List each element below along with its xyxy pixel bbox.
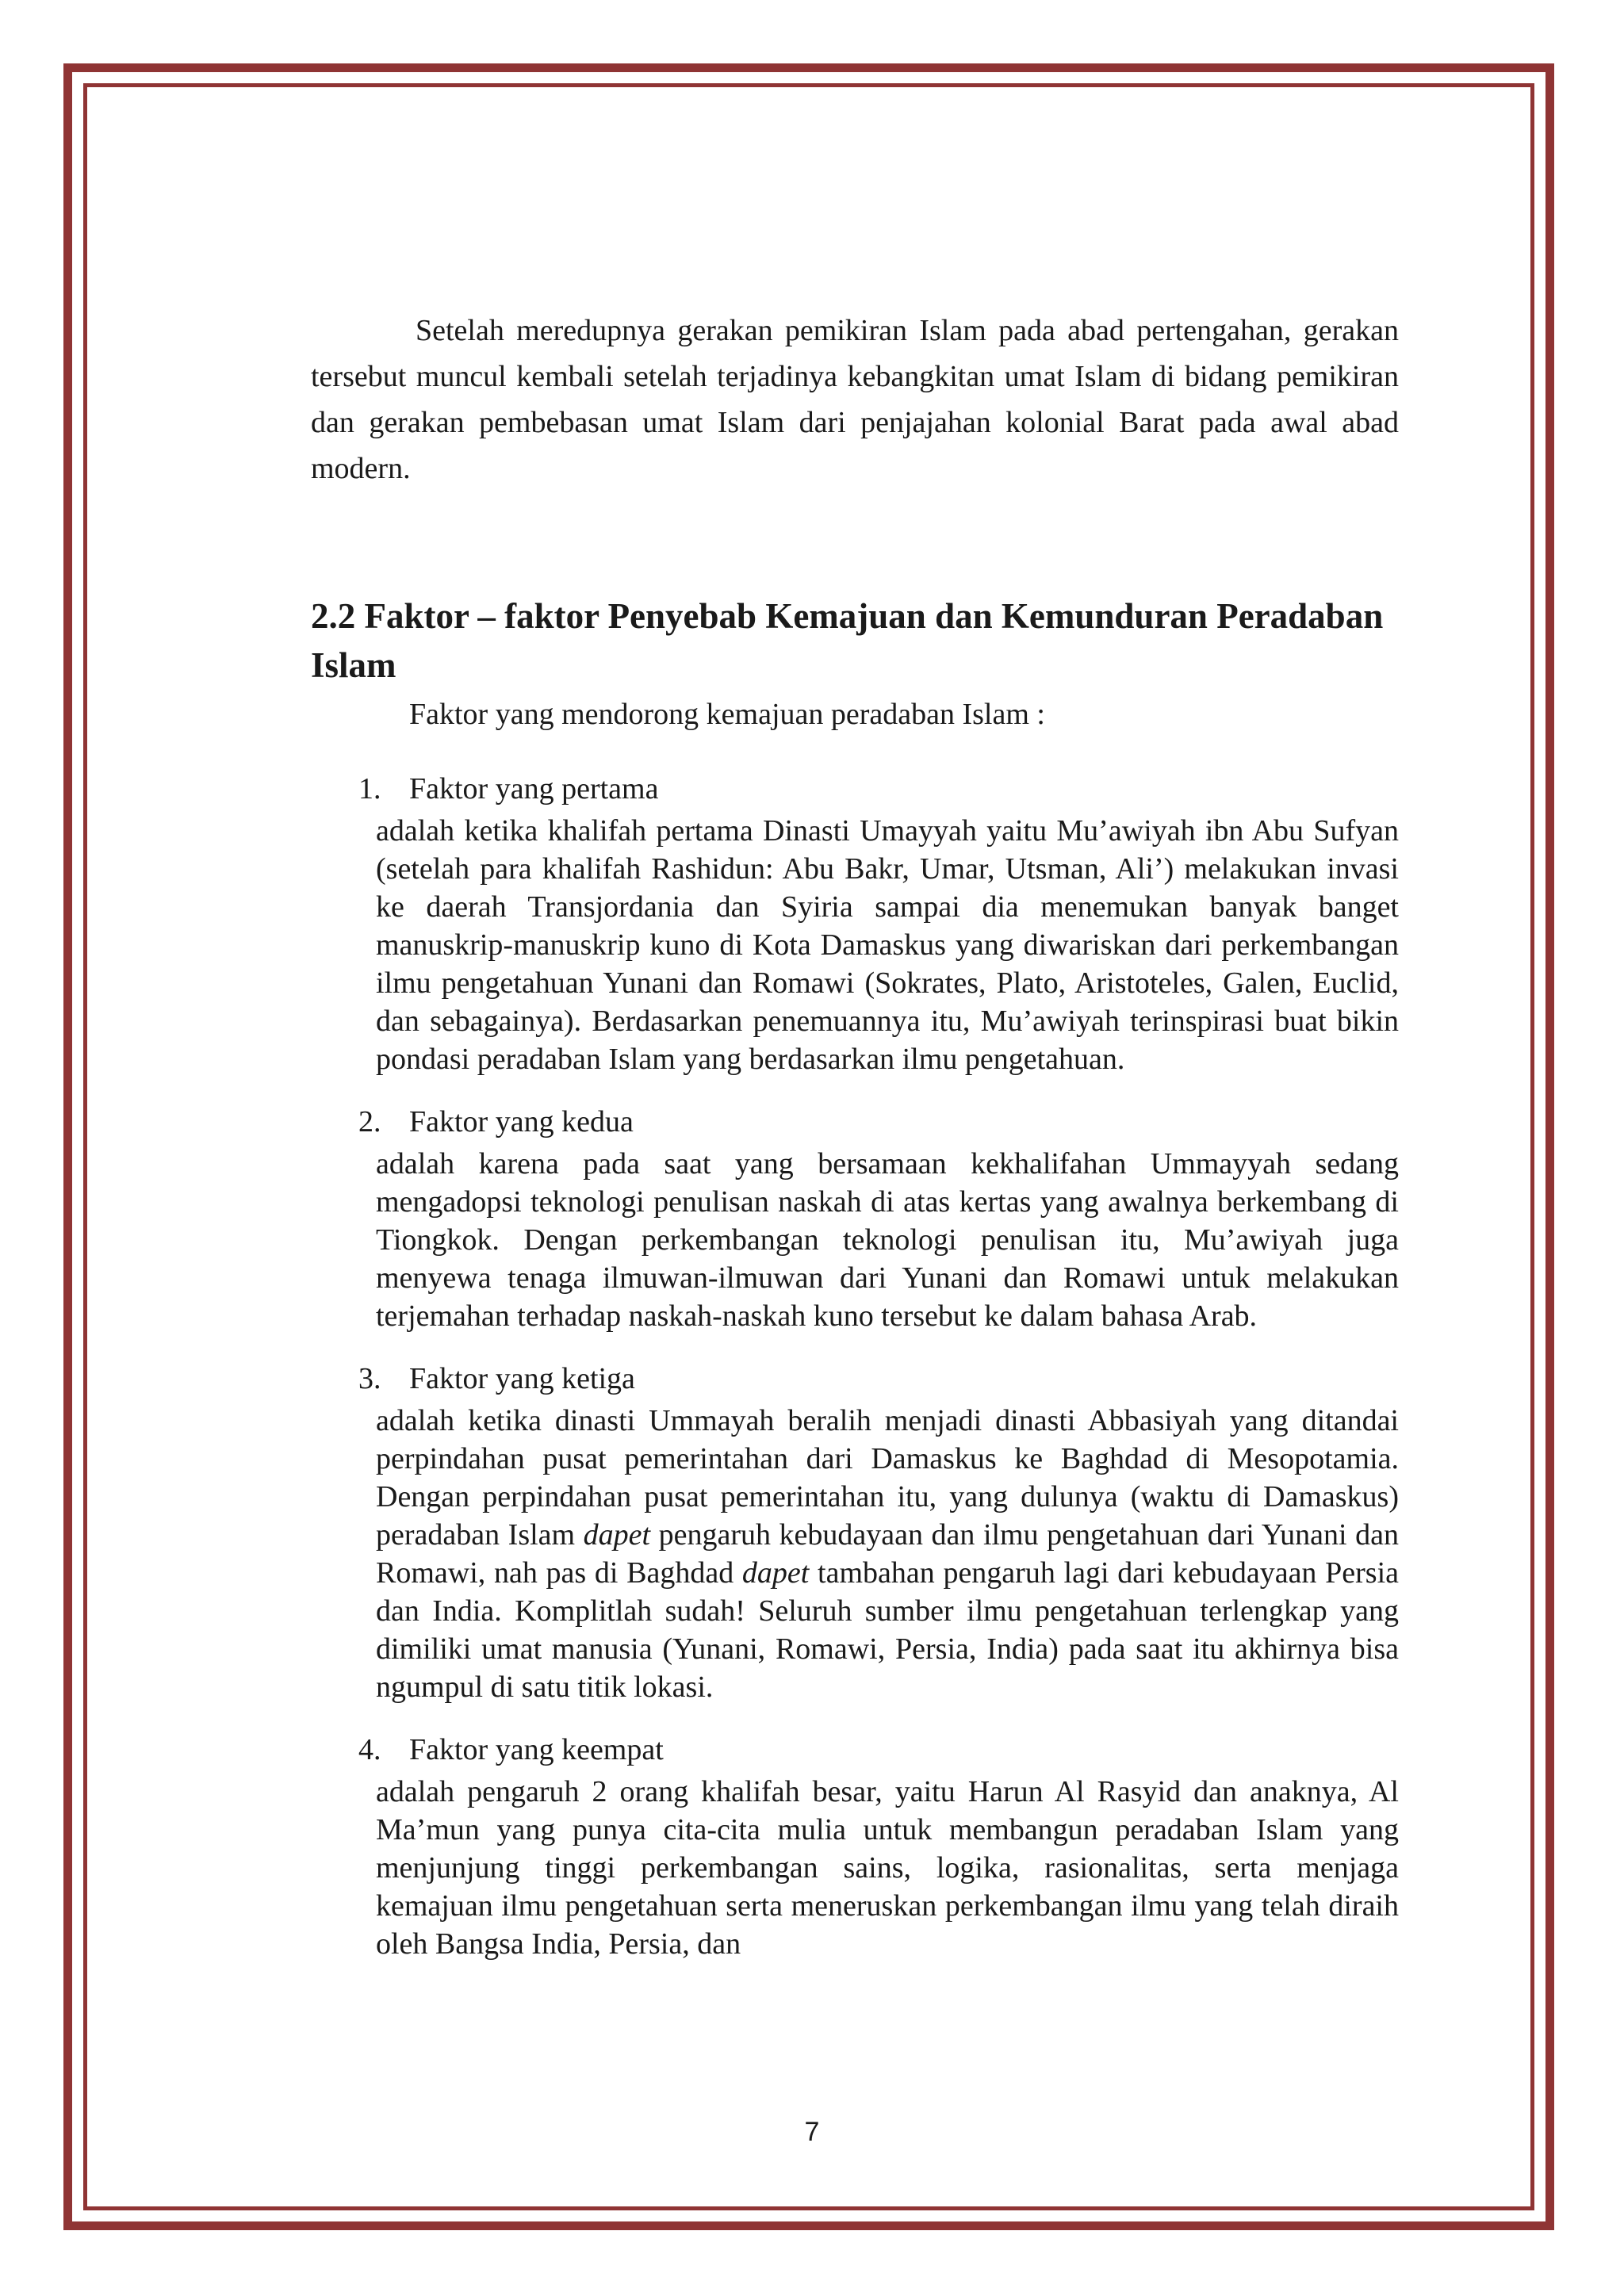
factor-title (358, 767, 1399, 810)
factor-text-italic: dapet (741, 1556, 810, 1590)
factor-number: 2. (358, 1105, 381, 1138)
factor-title (358, 1728, 1399, 1771)
intro-paragraph: Setelah meredupnya gerakan pemikiran Islam pada abad pertengahan, gerakan tersebut muncul kembali setelah terjadinya kebangkitan umat Islam di bidang pemikiran dan gerakan pembebasan umat Islam dari penjajahan kolonial Barat pada awal abad modern. (311, 314, 1399, 485)
factor-text: adalah karena pada saat yang bersamaan kekhalifahan Ummayyah sedang mengadopsi teknologi penulisan naskah di atas kertas yang awalnya berkembang di Tiongkok. Dengan perkembangan teknologi penulisan itu, Mu’awiyah juga menyewa tenaga ilmuwan-ilmuwan dari Yunani dan Romawi untuk melakukan terjemahan terhadap naskah-naskah kuno tersebut ke dalam bahasa Arab. (376, 1147, 1399, 1333)
factor-item-3 (311, 1357, 1399, 1706)
section-heading: 2.2 Faktor – faktor Penyebab Kemajuan dan Kemunduran Peradaban Islam (311, 596, 1384, 685)
factor-text: adalah pengaruh 2 orang khalifah besar, yaitu Harun Al Rasyid dan anaknya, Al Ma’mun yang punya cita-cita mulia untuk membangun peradaban Islam yang menjunjung tinggi perkembangan sains, logika, rasionalitas, serta menjaga kemajuan ilmu pengetahuan serta meneruskan perkembangan ilmu yang telah diraih oleh Bangsa India, Persia, dan (376, 1775, 1399, 1961)
factor-number: 1. (358, 772, 381, 806)
factor-text (376, 1402, 1399, 1706)
factor-text: adalah ketika khalifah pertama Dinasti Umayyah yaitu Mu’awiyah ibn Abu Sufyan (setelah para khalifah Rashidun: Abu Bakr, Umar, Utsman, Ali’) melakukan invasi ke daerah Transjordania dan Syiria sampai dia menemukan banyak banget manuskrip-manuskrip kuno di Kota Damaskus yang diwariskan dari perkembangan ilmu pengetahuan Yunani dan Romawi (Sokrates, Plato, Aristoteles, Galen, Euclid, dan sebagainya). Berdasarkan penemuannya itu, Mu’awiyah terinspirasi buat bikin pondasi peradaban Islam yang berdasarkan ilmu pengetahuan. (376, 814, 1399, 1076)
factor-title-text: Faktor yang ketiga (409, 1362, 635, 1395)
factor-number: 4. (358, 1733, 381, 1766)
factor-item-4 (311, 1728, 1399, 1963)
factor-title-text: Faktor yang kedua (409, 1105, 634, 1138)
factor-item-2 (311, 1100, 1399, 1335)
factor-title (358, 1357, 1399, 1400)
page-number: 7 (804, 2117, 820, 2147)
factor-text-part: tambahan pengaruh lagi dari kebudayaan Persia dan India. Komplitlah sudah! Seluruh sumber ilmu pengetahuan terlengkap yang dimiliki umat manusia (Yunani, Romawi, Persia, India) pada saat itu akhirnya bisa ngumpul di satu titik lokasi. (376, 1556, 1399, 1704)
factor-list (311, 767, 1399, 1963)
page-content (311, 308, 1399, 1985)
factor-text-part: adalah ketika dinasti Ummayah beralih menjadi dinasti Abbasiyah yang ditandai perpindahan pusat pemerintahan dari Damaskus ke Baghdad di Mesopotamia. Dengan perpindahan pusat pemerintahan itu, yang dulunya (waktu di Damaskus) peradaban Islam (376, 1404, 1399, 1552)
section-subheading: Faktor yang mendorong kemajuan peradaban Islam : (409, 698, 1045, 731)
factor-number: 3. (358, 1362, 381, 1395)
factor-title-text: Faktor yang pertama (409, 772, 659, 806)
factor-text-italic: dapet (583, 1518, 651, 1552)
factor-item-1 (311, 767, 1399, 1078)
factor-title-text: Faktor yang keempat (409, 1733, 664, 1766)
factor-title (358, 1100, 1399, 1143)
factor-text-part: pengaruh kebudayaan dan ilmu pengetahuan dari Yunani dan Romawi, nah pas di Baghdad (376, 1518, 1399, 1590)
